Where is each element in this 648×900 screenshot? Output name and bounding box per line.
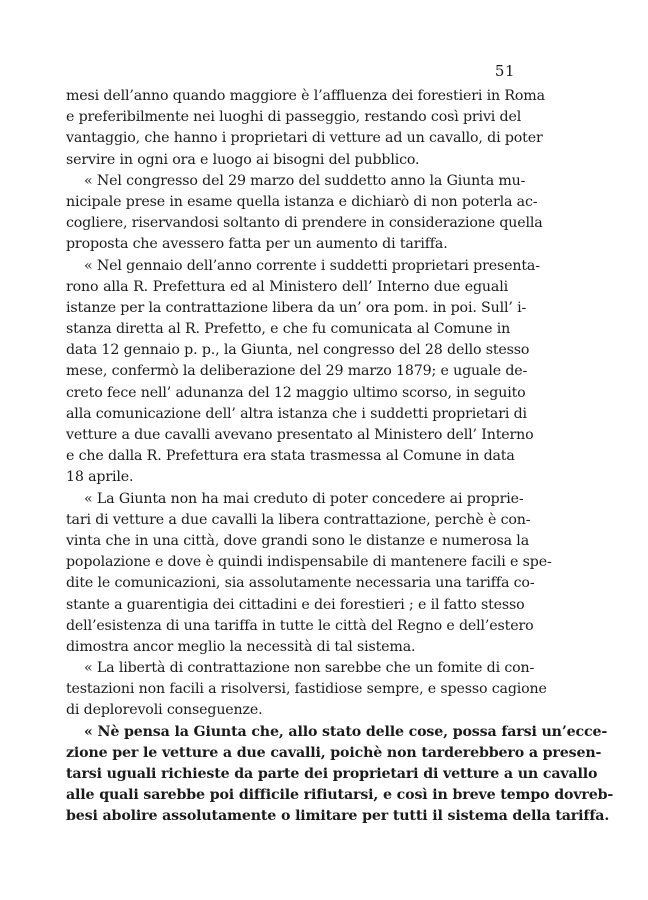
- text-line: di deplorevoli conseguenze.: [66, 702, 263, 719]
- text-line: mesi dell’anno quando maggiore è l’affluenza dei forestieri in Roma: [66, 88, 545, 104]
- text-line: servire in ogni ora e luogo ai bisogni del pubblico.: [66, 151, 420, 168]
- text-line: stanza diretta al R. Prefetto, e che fu comunicata al Comune in: [66, 321, 511, 338]
- text-line: mese, confermò la deliberazione del 29 marzo 1879; e uguale de-: [66, 363, 528, 380]
- text-line: data 12 gennaio p. p., la Giunta, nel congresso del 28 dello stesso: [66, 342, 530, 359]
- text-line: alle quali sarebbe poi difficile rifiutarsi, e così in breve tempo dovreb-: [66, 787, 614, 804]
- text-line: « Nè pensa la Giunta che, allo stato delle cose, possa farsi un’ecce-: [84, 723, 608, 740]
- text-line: dimostra ancor meglio la necessità di tal sistema.: [66, 638, 416, 655]
- text-line: besi abolire assolutamente o limitare per tutti il sistema della tariffa.: [66, 808, 610, 825]
- text-line: alla comunicazione dell’ altra istanza che i suddetti proprietari di: [66, 405, 527, 422]
- text-line: zione per le vetture a due cavalli, poichè non tarderebbero a presen-: [66, 744, 602, 761]
- text-line: vetture a due cavalli avevano presentato al Ministero dell’ Interno: [66, 427, 534, 443]
- text-line: vantaggio, che hanno i proprietari di vetture ad un cavallo, di poter: [66, 130, 543, 147]
- text-line: « Nel congresso del 29 marzo del suddetto anno la Giunta mu-: [84, 172, 526, 189]
- text-line: e preferibilmente nei luoghi di passeggio, restando così privi del: [66, 109, 522, 126]
- text-line: rono alla R. Prefettura ed al Ministero dell’ Interno due eguali: [66, 278, 508, 295]
- text-line: tarsi uguali richieste da parte dei proprietari di vetture a un cavallo: [66, 766, 598, 782]
- text-line: nicipale prese in esame quella istanza e dichiarò di non poterla ac-: [66, 193, 538, 210]
- body-text: [66, 86, 614, 828]
- text-line: cogliere, riservandosi soltanto di prendere in considerazione quella: [66, 215, 543, 232]
- text-line: « Nel gennaio dell’anno corrente i suddetti proprietari presenta-: [84, 257, 540, 274]
- text-line: istanze per la contrattazione libera da un’ ora pom. in poi. Sull’ i-: [66, 299, 527, 316]
- text-line: e che dalla R. Prefettura era stata trasmessa al Comune in data: [66, 448, 515, 465]
- text-line: « La libertà di contrattazione non sarebbe che un fomite di con-: [84, 660, 535, 677]
- text-line: stante a guarentigia dei cittadini e dei forestieri ; e il fatto stesso: [66, 596, 525, 613]
- text-line: dell’esistenza di una tariffa in tutte le città del Regno e dell’estero: [66, 617, 534, 634]
- text-line: creto fece nell’ adunanza del 12 maggio ultimo scorso, in seguito: [66, 384, 526, 401]
- page-number: 51: [494, 62, 515, 80]
- text-line: 18 aprile.: [66, 469, 134, 486]
- text-line: tari di vetture a due cavalli la libera contrattazione, perchè è con-: [66, 511, 531, 528]
- text-line: popolazione e dove è quindi indispensabile di mantenere facili e spe-: [66, 554, 552, 571]
- text-line: vinta che in una città, dove grandi sono le distanze e numerosa la: [66, 532, 530, 549]
- text-line: testazioni non facili a risolversi, fastidiose sempre, e spesso cagione: [66, 681, 547, 698]
- text-line: dite le comunicazioni, sia assolutamente necessaria una tariffa co-: [66, 575, 535, 592]
- text-line: proposta che avessero fatta per un aumento di tariffa.: [66, 236, 448, 253]
- text-line: « La Giunta non ha mai creduto di poter concedere ai proprie-: [84, 490, 524, 507]
